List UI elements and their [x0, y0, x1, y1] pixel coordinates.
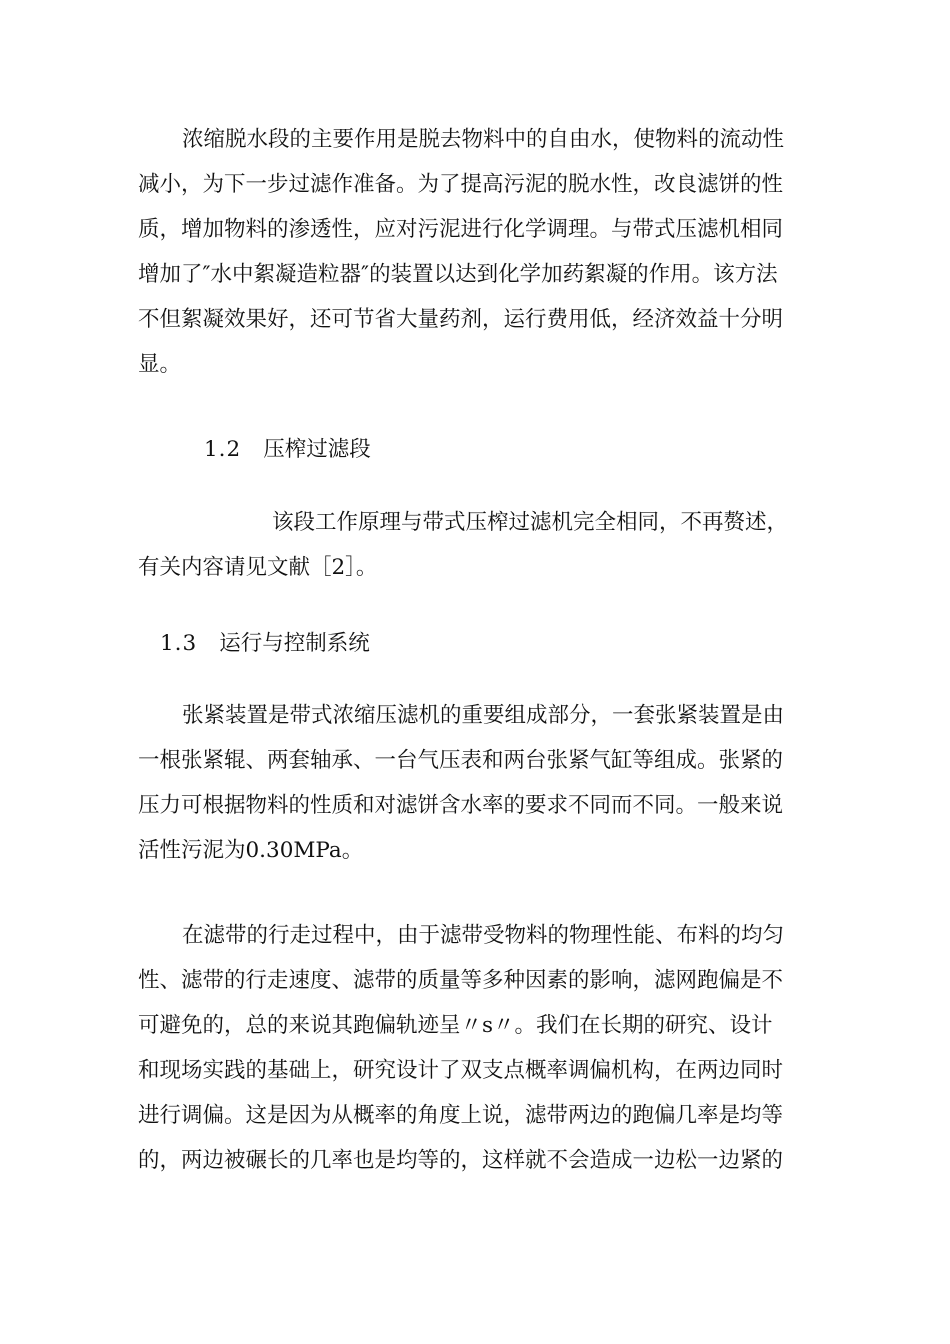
section-title: 运行与控制系统	[219, 631, 370, 656]
section-heading-1-3	[160, 621, 370, 666]
text-line: 显。	[138, 352, 182, 377]
text-line: 性、滤带的行走速度、滤带的质量等多种因素的影响，滤网跑偏是不	[138, 968, 784, 993]
text-line: 活性污泥为0.30MPa。	[138, 838, 364, 863]
text-line: 质，增加物料的渗透性，应对污泥进行化学调理。与带式压滤机相同	[138, 217, 784, 242]
text-line: 不但絮凝效果好，还可节省大量药剂，运行费用低，经济效益十分明	[138, 307, 784, 332]
paragraph-tension-device	[138, 693, 828, 873]
paragraph-dewatering-purpose	[138, 117, 828, 387]
section-heading-1-2	[204, 427, 371, 472]
text-line: 有关内容请见文献［2］。	[138, 555, 378, 580]
text-line: 的，两边被碾长的几率也是均等的，这样就不会造成一边松一边紧的	[138, 1148, 784, 1173]
paragraph-press-filter	[138, 500, 828, 590]
text-line: 在滤带的行走过程中，由于滤带受物料的物理性能、布料的均匀	[182, 923, 785, 948]
text-line: 和现场实践的基础上，研究设计了双支点概率调偏机构，在两边同时	[138, 1058, 784, 1083]
text-line: 一根张紧辊、两套轴承、一台气压表和两台张紧气缸等组成。张紧的	[138, 748, 784, 773]
section-number: 1.2	[204, 437, 242, 462]
text-line: 该段工作原理与带式压榨过滤机完全相同，不再赘述，	[272, 510, 789, 535]
text-line: 可避免的，总的来说其跑偏轨迹呈〃s〃。我们在长期的研究、设计	[138, 1013, 773, 1038]
text-line: 减小，为下一步过滤作准备。为了提高污泥的脱水性，改良滤饼的性	[138, 172, 784, 197]
text-line: 压力可根据物料的性质和对滤饼含水率的要求不同而不同。一般来说	[138, 793, 784, 818]
section-title: 压榨过滤段	[263, 437, 371, 462]
text-line: 进行调偏。这是因为从概率的角度上说，滤带两边的跑偏几率是均等	[138, 1103, 784, 1128]
text-line: 浓缩脱水段的主要作用是脱去物料中的自由水，使物料的流动性	[182, 127, 785, 152]
paragraph-belt-deviation	[138, 913, 828, 1183]
text-line: 增加了″水中絮凝造粒器″的装置以达到化学加药絮凝的作用。该方法	[138, 262, 778, 287]
section-number: 1.3	[160, 631, 198, 656]
text-line: 张紧装置是带式浓缩压滤机的重要组成部分，一套张紧装置是由	[182, 703, 785, 728]
